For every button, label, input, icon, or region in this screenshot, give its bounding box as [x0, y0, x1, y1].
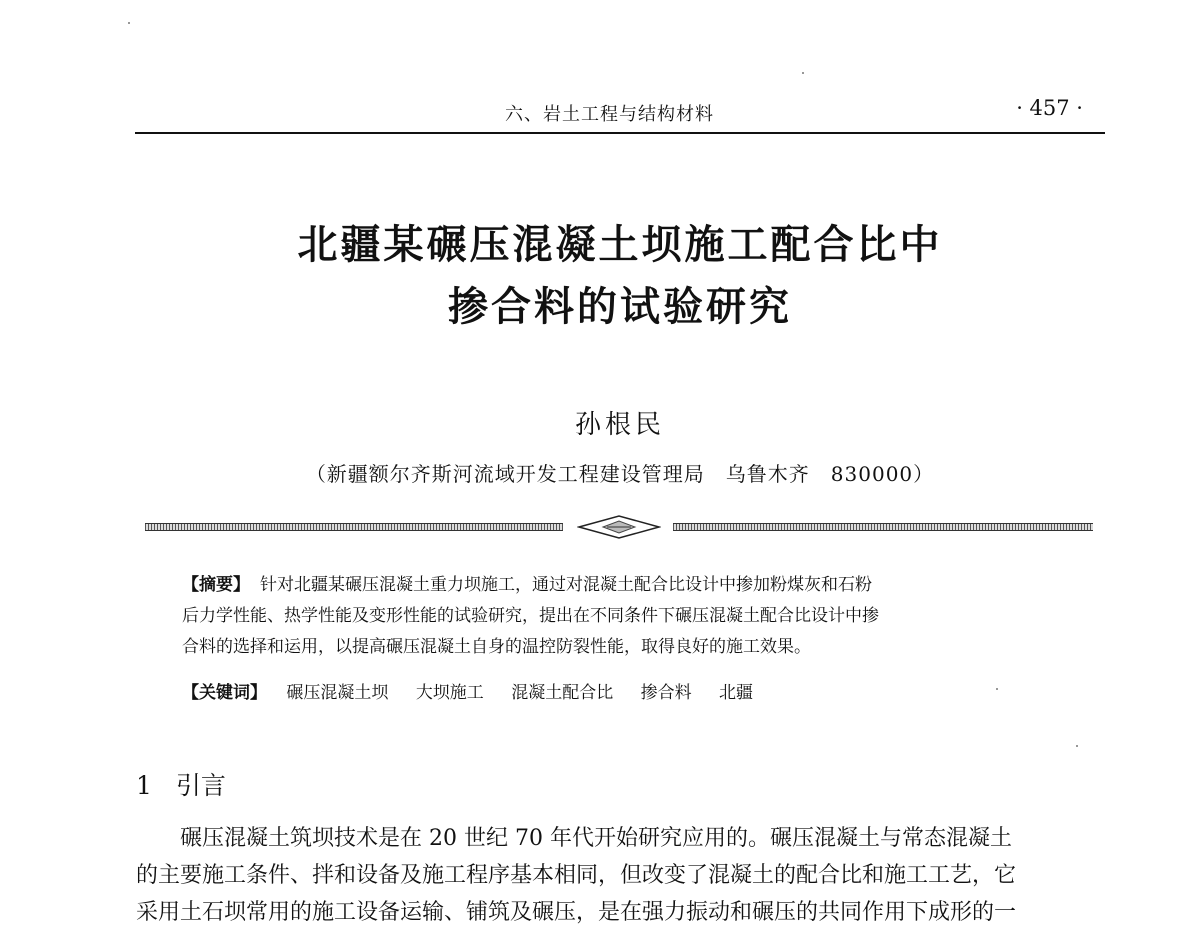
abstract	[182, 570, 1062, 663]
section-label: 六、岩土工程与结构材料	[505, 104, 714, 125]
keywords-tag: 【关键词】	[182, 683, 267, 703]
title-line-2: 掺合料的试验研究	[448, 284, 792, 330]
paper-title	[135, 214, 1105, 338]
paragraph-line: 采用土石坝常用的施工设备运输、铺筑及碾压，是在强力振动和碾压的共同作用下成形的一	[136, 900, 1017, 925]
page-number: · 457 ·	[1016, 96, 1083, 120]
abstract-line: 【摘要】 针对北疆某碾压混凝土重力坝施工，通过对混凝土配合比设计中掺加粉煤灰和石粉	[182, 575, 872, 595]
keyword: 掺合料	[640, 683, 692, 703]
keyword: 大坝施工	[415, 683, 484, 703]
abstract-tag: 【摘要】	[182, 575, 250, 595]
section-title: 引言	[175, 771, 226, 800]
running-header	[135, 96, 1105, 134]
keyword: 混凝土配合比	[511, 683, 614, 703]
ornamental-divider	[145, 512, 1095, 542]
abstract-line: 合料的选择和运用，以提高碾压混凝土自身的温控防裂性能，取得良好的施工效果。	[182, 637, 811, 657]
author-name: 孙根民	[574, 410, 665, 440]
section-heading	[136, 766, 226, 802]
scan-speck	[128, 22, 130, 24]
scan-speck	[802, 72, 804, 74]
keyword: 碾压混凝土坝	[286, 683, 389, 703]
divider-bar-left	[145, 523, 563, 531]
abstract-line: 后力学性能、热学性能及变形性能的试验研究，提出在不同条件下碾压混凝土配合比设计中掺	[182, 606, 879, 626]
section-number: 1	[136, 771, 152, 800]
scan-speck	[996, 688, 998, 690]
paragraph-line: 碾压混凝土筑坝技术是在 20 世纪 70 年代开始研究应用的。碾压混凝土与常态混凝土	[180, 826, 1012, 851]
keyword: 北疆	[719, 683, 754, 703]
divider-bar-right	[673, 523, 1093, 531]
author-affiliation: （新疆额尔齐斯河流域开发工程建设管理局 乌鲁木齐 830000）	[305, 462, 935, 486]
keywords	[182, 678, 775, 703]
paragraph-line: 的主要施工条件、拌和设备及施工程序基本相同，但改变了混凝土的配合比和施工工艺，它	[136, 863, 1017, 888]
body-paragraph	[136, 820, 1106, 931]
scan-speck	[1076, 745, 1078, 747]
title-line-1: 北疆某碾压混凝土坝施工配合比中	[297, 222, 943, 268]
diamond-ornament-icon	[577, 514, 661, 540]
